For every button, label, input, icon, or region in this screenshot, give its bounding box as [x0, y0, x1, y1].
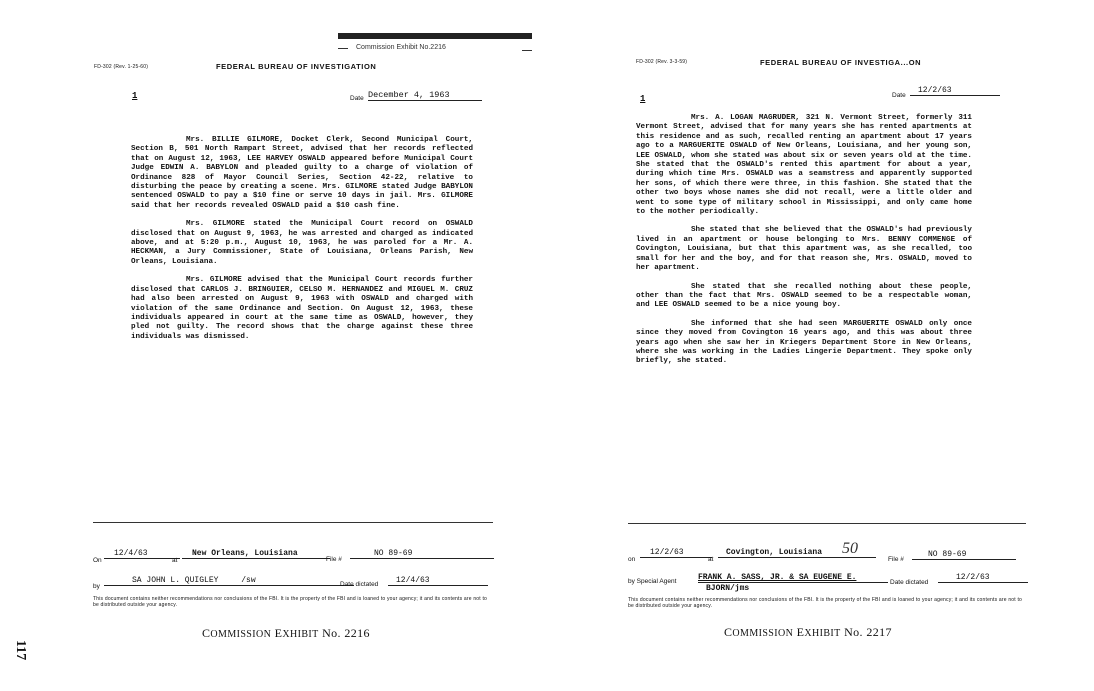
left-body	[131, 136, 473, 351]
left-dictated-label: Date dictated	[340, 581, 379, 588]
right-paragraph-3: She stated that she recalled nothing about these people, other than the fact that Mrs. OSWALD seemed to be a respectable woman, and LEE OSWALD seemed to be a nice young boy.	[636, 282, 972, 310]
right-paragraph-2: She stated that she believed that the OSWALD's had previously lived in an apartment or house belonging to Mrs. BENNY COMMENGE of Covington, Louisiana, but that this apartment was, as she recalled, too small for her and the boy, and for that reason she, Mrs. OSWALD, moved to her apartment.	[636, 226, 972, 273]
right-caption-number: No. 2217	[844, 625, 892, 639]
right-disclaimer-text: This document contains neither recommendations nor conclusions of the FBI. It is the property of the FBI and is loaned to your agency; it and its contents are not to be distributed outside your agency.	[628, 597, 1023, 609]
right-paragraph-4: She informed that she had seen MARGUERITE OSWALD only once since they moved from Covington 16 years ago, and this was about three years ago when she saw her in Kriegers Department Store in New Orleans, where she was working in the Ladies Lingerie Department. They spoke only briefly, she stated.	[636, 319, 972, 366]
right-paragraph-1: Mrs. A. LOGAN MAGRUDER, 321 N. Vermont Street, formerly 311 Vermont Street, advised that for many years she has rented apartments at this residence and as such, recalled renting an apartment about 17 years ago to a MARGUERITE OSWALD of New Orleans, Louisiana, and her young son, LEE OSWALD, whom she stated was about six or seven years old at the time. She stated that the OSWALD's rented this apartment for about a year, during which time Mrs. OSWALD was a seamstress and apparently supported her sons, of which there were three, in this fashion. She stated that the other two boys whose names she did not recall, were a little older and went to some type of military school in Mississippi, and only came home to the mother periodically.	[636, 114, 972, 217]
left-disclaimer	[93, 596, 491, 608]
left-caption	[202, 626, 370, 641]
right-date-value	[910, 86, 1000, 96]
left-file-no	[350, 549, 494, 559]
left-caption-c: C	[202, 626, 211, 640]
left-header: FEDERAL BUREAU OF INVESTIGATION	[216, 62, 377, 71]
left-agent-text: SA JOHN L. QUIGLEY	[132, 576, 219, 585]
left-file-no-text: NO 89-69	[374, 549, 413, 558]
left-footer-rule	[93, 522, 493, 523]
right-body	[636, 114, 972, 376]
right-agent	[698, 573, 888, 583]
right-header: FEDERAL BUREAU OF INVESTIGA...ON	[760, 58, 922, 67]
left-caption-e: E	[274, 626, 283, 640]
right-dictated	[938, 573, 1028, 583]
right-handwritten-mark: 50	[842, 540, 858, 557]
left-agent-initials: /sw	[241, 576, 256, 585]
left-location	[182, 549, 330, 559]
right-by-label: by Special Agent	[628, 578, 677, 585]
left-by-label: by	[93, 583, 100, 590]
right-caption	[724, 625, 892, 640]
right-on-date-text: 12/2/63	[650, 548, 684, 557]
right-on-label: on	[628, 556, 636, 563]
right-footer-rule	[628, 523, 1026, 524]
right-agent-line2: BJORN/jms	[706, 584, 750, 593]
left-date-label: Date	[350, 95, 364, 102]
left-on-date	[104, 549, 180, 559]
left-dictated	[388, 576, 488, 586]
top-exhibit-stamp: Commission Exhibit No.2216	[356, 44, 446, 51]
right-file-label: File #	[888, 556, 904, 563]
left-disclaimer-text: This document contains neither recommendations nor conclusions of the FBI. It is the property of the FBI and is loaned to your agency; it and its contents are not to be distributed outside your agency.	[93, 596, 488, 608]
left-date-text: December 4, 1963	[368, 90, 450, 100]
right-date-text: 12/2/63	[918, 86, 952, 95]
left-caption-word2: XHIBIT	[282, 629, 319, 640]
left-paragraph-3: Mrs. GILMORE advised that the Municipal Court records further disclosed that CARLOS J. BRINGUIER, CELSO M. HERNANDEZ and MIGUEL M. CRUZ had also been arrested on August 9, 1963 with OSWALD and charged with violation of the same Ordinance and Section. On August 12, 1963, these individuals appeared in court at the same time as OSWALD, however, they pled not guilty. The record shows that the charge against these three individuals was dismissed.	[131, 276, 473, 341]
right-dictated-text: 12/2/63	[956, 573, 990, 582]
left-on-label: On	[93, 557, 102, 564]
right-on-date	[640, 548, 712, 558]
right-file-no-text: NO 89-69	[928, 550, 967, 559]
left-paragraph-2: Mrs. GILMORE stated the Municipal Court record on OSWALD disclosed that on August 9, 1963, he was arrested and charged as indicated above, and at 5:20 p.m., August 10, 1963, he was paroled for a Mr. A. HECKMAN, a Jury Commissioner, State of Louisiana, Orleans Parish, New Orleans, Louisiana.	[131, 220, 473, 266]
right-caption-word2: XHIBIT	[804, 628, 841, 639]
right-caption-e: E	[796, 625, 805, 639]
top-stamp-dash-right	[522, 50, 532, 51]
right-file-no	[912, 550, 1016, 560]
right-at-label: at	[708, 556, 714, 563]
left-caption-number: No. 2216	[322, 626, 370, 640]
right-disclaimer	[628, 597, 1024, 609]
left-file-label: File #	[326, 556, 342, 563]
right-dictated-label: Date dictated	[890, 579, 929, 586]
right-caption-c: C	[724, 625, 733, 639]
right-form-code: FD-302 (Rev. 3-3-59)	[636, 59, 688, 65]
left-dictated-text: 12/4/63	[396, 576, 430, 585]
left-paragraph-1: Mrs. BILLIE GILMORE, Docket Clerk, Second Municipal Court, Section B, 501 North Rampart Street, advised that her records reflected that on August 12, 1963, LEE HARVEY OSWALD appeared before Municipal Court Judge EDWIN A. BABYLON and pleaded guilty to a charge of violation of Ordinance 828 of Mayor Council Series, Section 42-22, relative to disturbing the peace by creating a scene. Mrs. GILMORE stated Judge BABYLON sentenced OSWALD to pay a $10 fine or serve 10 days in jail. Mrs. GILMORE said that her records revealed OSWALD paid a $10 cash fine.	[131, 136, 473, 210]
right-caption-word1: OMMISSION	[732, 628, 794, 639]
top-stamp-dash	[338, 48, 348, 49]
right-location-text: Covington, Louisiana	[726, 548, 823, 557]
left-on-date-text: 12/4/63	[114, 549, 148, 558]
left-page-number: 1	[132, 91, 138, 101]
left-caption-word1: OMMISSION	[210, 629, 272, 640]
top-redaction-bar	[338, 33, 532, 39]
margin-page-number: 117	[13, 640, 28, 661]
left-agent	[104, 576, 354, 586]
right-agent-text: FRANK A. SASS, JR. & SA EUGENE E.	[698, 573, 857, 582]
left-date-value	[368, 90, 482, 101]
left-form-code: FD-302 (Rev. 1-25-60)	[94, 64, 149, 70]
right-page-number: 1	[640, 94, 646, 104]
left-at-label: at	[172, 557, 178, 564]
left-location-text: New Orleans, Louisiana	[192, 549, 298, 558]
right-date-label: Date	[892, 92, 906, 99]
